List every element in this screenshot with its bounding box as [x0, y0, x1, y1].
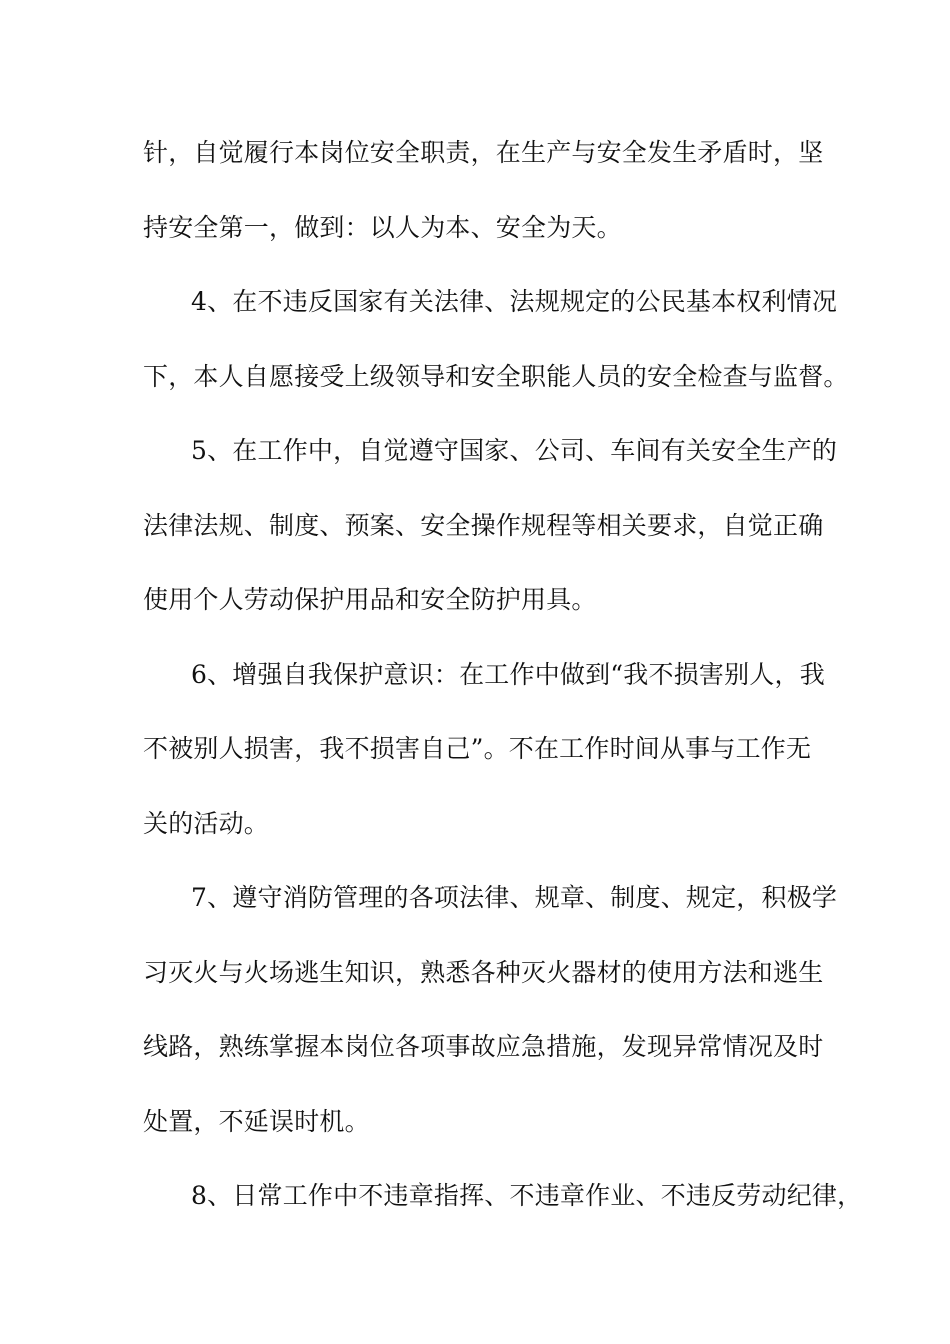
text-line: 使用个人劳动保护用品和安全防护用具。: [143, 585, 597, 614]
text-line: 下，本人自愿接受上级领导和安全职能人员的安全检查与监督。: [143, 361, 849, 391]
paragraph-7-line-1: 7、遵守消防管理的各项法律、规章、制度、规定，积极学: [191, 883, 838, 912]
text-line: 处置，不延误时机。: [143, 1106, 370, 1136]
text-line: 持安全第一，做到：以人为本、安全为天。: [143, 212, 622, 242]
text-line: 不被别人损害，我不损害自己”。不在工作时间从事与工作无: [143, 734, 812, 763]
text-line: 法律法规、制度、预案、安全操作规程等相关要求，自觉正确: [143, 510, 824, 540]
text-line: 针，自觉履行本岗位安全职责，在生产与安全发生矛盾时，坚: [143, 138, 824, 167]
text-line: 关的活动。: [143, 808, 270, 838]
paragraph-4-line-1: 4、在不违反国家有关法律、法规规定的公民基本权利情况: [191, 287, 838, 316]
document-body: [143, 126, 863, 1244]
text-line: 线路，熟练掌握本岗位各项事故应急措施，发现异常情况及时: [143, 1032, 824, 1061]
paragraph-6-line-1: 6、增强自我保护意识：在工作中做到“我不损害别人，我: [191, 659, 825, 689]
paragraph-8-line-1: 8、日常工作中不违章指挥、不违章作业、不违反劳动纪律，: [191, 1181, 863, 1210]
paragraph-5-line-1: 5、在工作中，自觉遵守国家、公司、车间有关安全生产的: [191, 436, 838, 465]
text-line: 习灭火与火场逃生知识，熟悉各种灭火器材的使用方法和逃生: [143, 957, 824, 987]
